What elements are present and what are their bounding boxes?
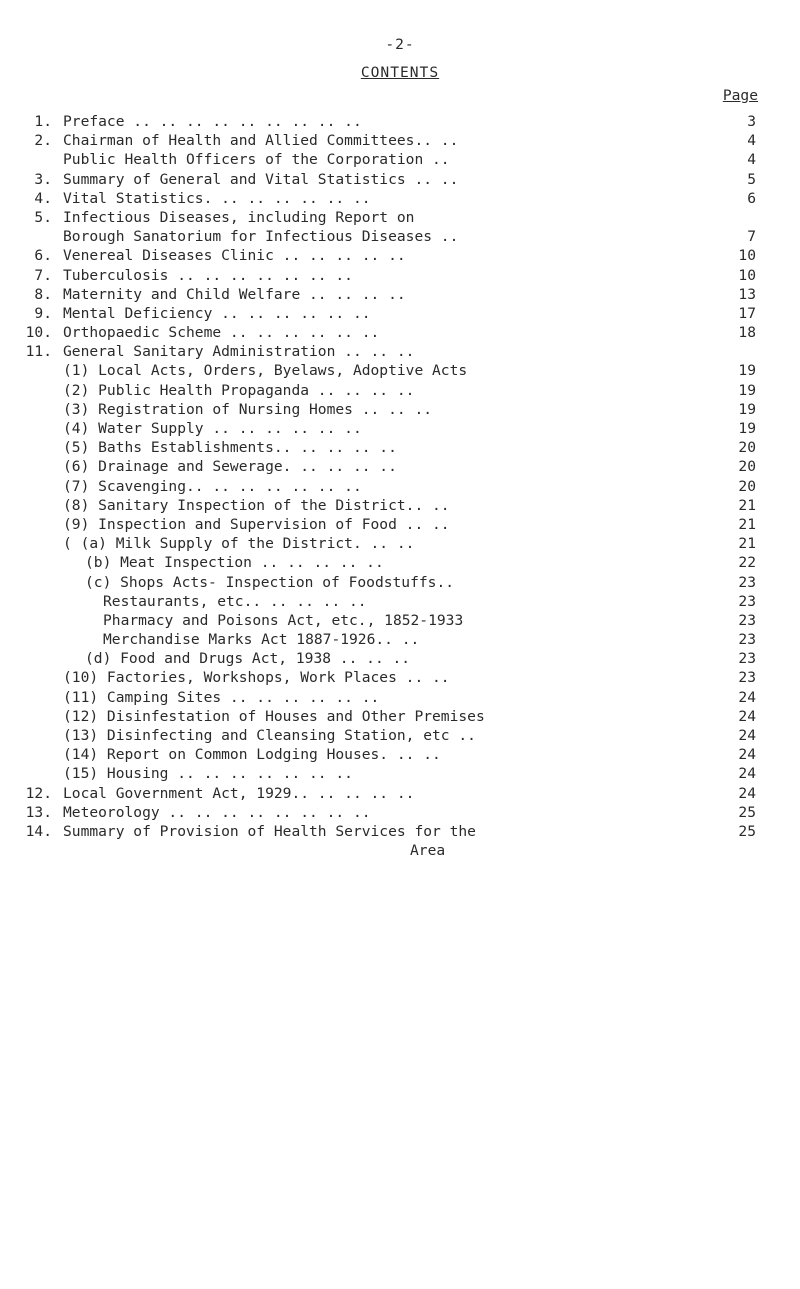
contents-list: [0, 112, 800, 860]
entry-page: 20: [738, 458, 756, 476]
contents-entry: [0, 764, 800, 783]
entry-text: Meteorology .. .. .. .. .. .. .. ..: [63, 803, 371, 821]
contents-entry: [0, 649, 800, 668]
entry-page: 4: [747, 151, 756, 169]
entry-page: 19: [738, 420, 756, 437]
entry-text: Summary of Provision of Health Services for the: [63, 822, 476, 840]
entry-text: (9) Inspection and Supervision of Food .. ..: [63, 515, 450, 533]
contents-entry: [0, 630, 800, 649]
entry-number: 8.: [34, 285, 52, 303]
entry-number: 14.: [25, 822, 52, 840]
entry-text: (15) Housing .. .. .. .. .. .. ..: [63, 765, 353, 783]
entry-page: 20: [738, 477, 756, 495]
contents-entry: [0, 150, 800, 169]
entry-number: 4.: [34, 189, 52, 207]
page-column-header: Page: [722, 87, 758, 104]
contents-entry: [0, 553, 800, 572]
entry-page: 3: [747, 113, 756, 130]
contents-entry: [0, 208, 800, 227]
contents-entry: [0, 112, 800, 131]
contents-entry: [0, 707, 800, 726]
contents-entry: [0, 189, 800, 208]
entry-text: (1) Local Acts, Orders, Byelaws, Adoptive Acts: [63, 362, 468, 380]
entry-number: 2.: [34, 132, 52, 150]
entry-number: 7.: [34, 266, 52, 284]
entry-text: Chairman of Health and Allied Committees.. ..: [63, 132, 459, 150]
entry-page: 24: [738, 727, 756, 744]
contents-entry: [0, 803, 800, 822]
contents-entry: [0, 515, 800, 534]
entry-text: Orthopaedic Scheme .. .. .. .. .. ..: [63, 324, 380, 342]
entry-page: 20: [738, 439, 756, 457]
entry-page: 10: [738, 266, 756, 284]
entry-text: Tuberculosis .. .. .. .. .. .. ..: [63, 266, 353, 284]
entry-text: Public Health Officers of the Corporation ..: [63, 151, 450, 169]
entry-page: 25: [738, 803, 756, 821]
entry-text: (5) Baths Establishments.. .. .. .. ..: [63, 439, 397, 457]
entry-text: Local Government Act, 1929.. .. .. .. ..: [63, 784, 415, 802]
contents-entry: [0, 534, 800, 553]
entry-number: 9.: [34, 304, 52, 322]
entry-page: 21: [738, 515, 756, 533]
entry-page: 13: [738, 285, 756, 303]
entry-page: 7: [747, 228, 756, 246]
contents-entry: [0, 285, 800, 304]
contents-entry: [0, 784, 800, 803]
entry-page: 5: [747, 170, 756, 188]
entry-text: (4) Water Supply .. .. .. .. .. ..: [63, 420, 362, 437]
contents-entry: [0, 688, 800, 707]
entry-page: 24: [738, 765, 756, 783]
contents-entry: [0, 477, 800, 496]
entry-text: Borough Sanatorium for Infectious Diseases ..: [63, 228, 459, 246]
entry-text: (11) Camping Sites .. .. .. .. .. ..: [63, 688, 380, 706]
entry-page: 19: [738, 400, 756, 418]
entry-text: Area: [410, 842, 446, 860]
entry-page: 6: [747, 189, 756, 207]
contents-entry: [0, 496, 800, 515]
entry-text: (2) Public Health Propaganda .. .. .. ..: [63, 381, 415, 399]
entry-text: Venereal Diseases Clinic .. .. .. .. ..: [63, 247, 406, 265]
entry-page: 24: [738, 746, 756, 764]
entry-text: Mental Deficiency .. .. .. .. .. ..: [63, 304, 371, 322]
entry-text: (13) Disinfecting and Cleansing Station, etc ..: [63, 727, 476, 744]
page-title: CONTENTS: [360, 64, 440, 81]
contents-entry: [0, 131, 800, 150]
entry-page: 23: [738, 650, 756, 668]
contents-entry: [0, 400, 800, 419]
entry-text: (8) Sanitary Inspection of the District.. ..: [63, 496, 450, 514]
entry-page: 25: [738, 822, 756, 840]
entry-text: (10) Factories, Workshops, Work Places .. ..: [63, 669, 450, 687]
entry-text: Restaurants, etc.. .. .. .. ..: [103, 592, 367, 610]
contents-entry: [0, 668, 800, 687]
entry-text: ( (a) Milk Supply of the District. .. ..: [63, 535, 415, 553]
entry-text: (c) Shops Acts- Inspection of Foodstuffs..: [85, 573, 455, 591]
contents-entry: [0, 726, 800, 745]
contents-entry: [0, 611, 800, 630]
contents-entry: [0, 246, 800, 265]
contents-entry: [0, 438, 800, 457]
contents-entry: [0, 841, 800, 860]
contents-entry: [0, 745, 800, 764]
entry-text: (14) Report on Common Lodging Houses. .. ..: [63, 746, 441, 764]
entry-number: 10.: [25, 324, 52, 342]
entry-page: 19: [738, 381, 756, 399]
contents-entry: [0, 361, 800, 380]
contents-entry: [0, 457, 800, 476]
contents-entry: [0, 419, 800, 438]
entry-page: 17: [738, 304, 756, 322]
entry-page: 24: [738, 707, 756, 725]
contents-entry: [0, 227, 800, 246]
entry-number: 12.: [25, 784, 52, 802]
entry-text: (7) Scavenging.. .. .. .. .. .. ..: [63, 477, 362, 495]
entry-text: (b) Meat Inspection .. .. .. .. ..: [85, 554, 384, 572]
contents-entry: [0, 342, 800, 361]
entry-text: (12) Disinfestation of Houses and Other Premises: [63, 707, 485, 725]
entry-number: 6.: [34, 247, 52, 265]
entry-page: 19: [738, 362, 756, 380]
entry-text: Preface .. .. .. .. .. .. .. .. ..: [63, 113, 362, 130]
entry-text: Maternity and Child Welfare .. .. .. ..: [63, 285, 406, 303]
entry-number: 5.: [34, 208, 52, 226]
entry-number: 1.: [34, 113, 52, 130]
entry-text: Infectious Diseases, including Report on: [63, 208, 415, 226]
entry-text: (d) Food and Drugs Act, 1938 .. .. ..: [85, 650, 411, 668]
entry-page: 4: [747, 132, 756, 150]
entry-page: 24: [738, 688, 756, 706]
contents-entry: [0, 266, 800, 285]
entry-page: 23: [738, 669, 756, 687]
entry-text: Vital Statistics. .. .. .. .. .. ..: [63, 189, 371, 207]
entry-page: 23: [738, 611, 756, 629]
entry-text: Pharmacy and Poisons Act, etc., 1852-1933: [103, 611, 464, 629]
contents-entry: [0, 323, 800, 342]
contents-entry: [0, 170, 800, 189]
entry-page: 22: [738, 554, 756, 572]
contents-entry: [0, 304, 800, 323]
entry-number: 13.: [25, 803, 52, 821]
page-number: -2-: [385, 36, 415, 53]
entry-page: 18: [738, 324, 756, 342]
entry-number: 11.: [25, 343, 52, 361]
entry-number: 3.: [34, 170, 52, 188]
contents-entry: [0, 573, 800, 592]
entry-text: Summary of General and Vital Statistics .. ..: [63, 170, 459, 188]
entry-page: 23: [738, 573, 756, 591]
entry-text: General Sanitary Administration .. .. ..: [63, 343, 415, 361]
entry-page: 23: [738, 592, 756, 610]
entry-text: (6) Drainage and Sewerage. .. .. .. ..: [63, 458, 397, 476]
entry-text: Merchandise Marks Act 1887-1926.. ..: [103, 631, 420, 649]
entry-page: 23: [738, 631, 756, 649]
entry-page: 24: [738, 784, 756, 802]
entry-page: 10: [738, 247, 756, 265]
contents-entry: [0, 381, 800, 400]
contents-entry: [0, 592, 800, 611]
entry-page: 21: [738, 496, 756, 514]
entry-text: (3) Registration of Nursing Homes .. .. ..: [63, 400, 433, 418]
entry-page: 21: [738, 535, 756, 553]
contents-entry: [0, 822, 800, 841]
